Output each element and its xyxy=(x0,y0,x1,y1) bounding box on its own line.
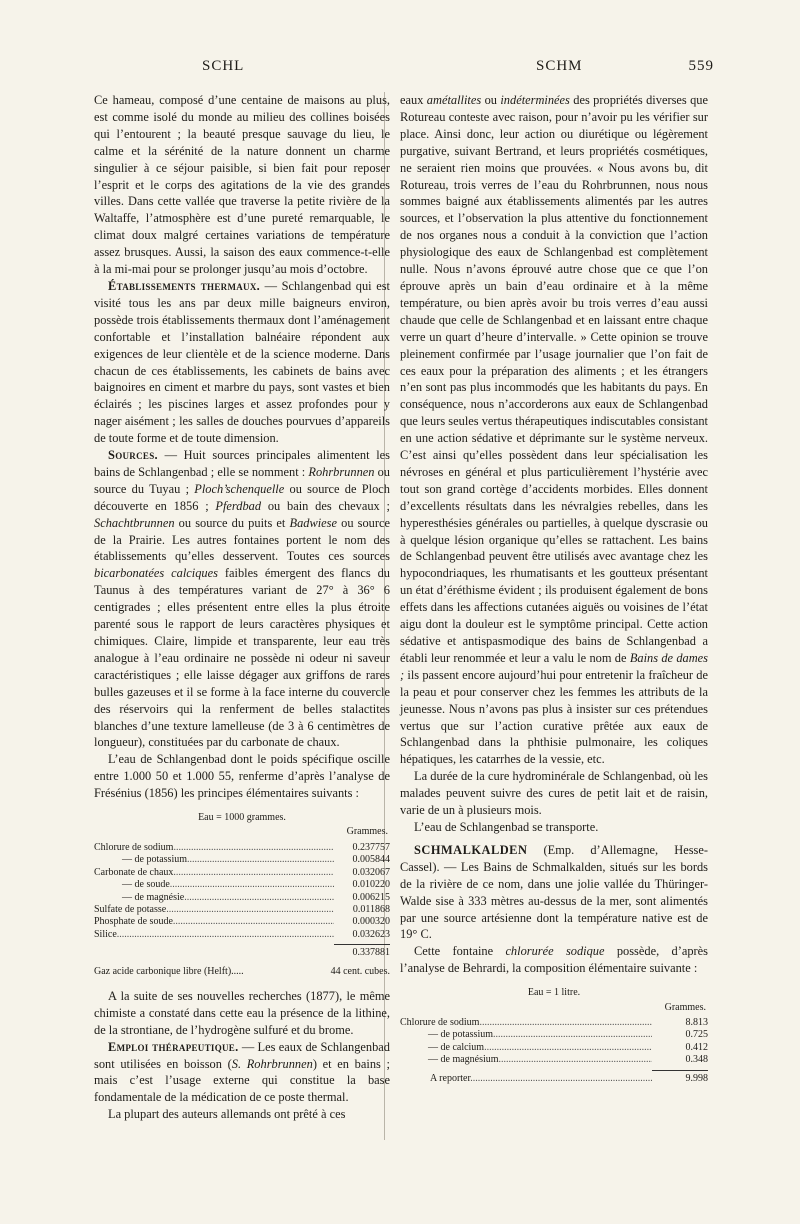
paragraph-schmalkalden: SCHMALKALDEN (Emp. d’Allemagne, Hesse-Cassel). — Les Bains de Schmalkalden, situés sur les bords de la rivière de ce nom, dans une jolie vallée du Thüringer-Walde sise à 333 mètres au-dessus de la mer, sont alimentés par une source artésienne dont la température native est de 19° C. xyxy=(400,842,708,942)
table-caption: Eau = 1 litre. xyxy=(527,987,581,999)
table-row: — de magnésie ..... 0.006215 xyxy=(94,892,390,904)
table-carry-forward: A reporter ..... 9.998 xyxy=(400,1073,708,1085)
paragraph-transport: L’eau de Schlangenbad se transporte. xyxy=(414,819,599,834)
table-unit: Grammes. xyxy=(346,826,388,838)
table-row: — de calcium ..... 0.412 xyxy=(400,1042,708,1054)
table-row: Silice ..... 0.032623 xyxy=(94,929,390,941)
table-row: Chlorure de sodium ..... 8.813 xyxy=(400,1017,708,1029)
page-number: 559 xyxy=(688,58,714,74)
table-row: Chlorure de sodium ..... 0.237757 xyxy=(94,842,390,854)
table-row: — de potassium ..... 0.005844 xyxy=(94,854,390,866)
table-row: Sulfate de potasse ..... 0.011868 xyxy=(94,904,390,916)
table-row: — de soude ..... 0.010220 xyxy=(94,879,390,891)
running-header xyxy=(94,58,714,82)
paragraph-fontaine: Cette fontaine chlorurée sodique possède, d’après l’analyse de Behrardi, la composition élémentaire suivante : xyxy=(400,944,708,976)
paragraph-etablissements: Établissements thermaux. — Schlangenbad qui est visité tous les ans par deux mille baigneurs environ, possède trois établissements thermaux dont l’aménagement confortable et l’installation balnéaire répondent aux exigences de leur clientèle et de la science moderne. Dans chacun de ces établissements, les cabinets de bains avec baignoires en ciment et marbre du pays, sont vastes et bien éclairés ; les piscines larges et assez profondes pour y nager aisément ; les salles de douches pourvues d’appareils de toute forme et de toute dimension. xyxy=(94,278,390,446)
table-sum-rule xyxy=(652,1070,708,1071)
paragraph-hameau: Ce hameau, composé d’une centaine de maisons au plus, est comme isolé du monde au milieu des collines boisées qui l’entourent ; la beauté presque sauvage du lieu, le calme et la sérénité de la nature donnent un charme singulier à ce séjour paisible, si bien fait pour reposer l’esprit et le corps des agitations de la vie des grandes villes. Dans cette vallée que traverse la petite rivière de la Waltaffe, l’atmosphère est d’une pureté remarquable, le climat doux malgré certaines variations de température assez brusques. Aussi, la saison des eaux commence-t-elle à la mi-mai pour se prolonger jusqu’au mois d’octobre. xyxy=(94,93,390,277)
table-row: — de potassium ..... 0.725 xyxy=(400,1029,708,1041)
paragraph-proprietes: eaux amétallites ou indéterminées des propriétés diverses que Rotureau conteste avec raison, pour n’avoir pu les vérifier sur place. Ainsi donc, leur action ou diurétique ou légèrement purgative, suivant Bertrand, et leurs propriétés cosmétiques, ne seraient rien moins que prouvées. « Nous avons bu, dit Rotureau, trois verres de l’eau du Rohrbrunnen, nous nous sommes baigné aux établissements alimentés par les autres sources, et l’observation la plus attentive du fonctionnement de nos organes nous a conduit à la conviction que l’action physiologique des eaux de Schlangenbad est complètement nulle. Nous n’avons éprouvé autre chose que ce que l’on éprouve après un bain d’eau ordinaire et à la même température, ou bien après avoir bu trois verres d’eau aussi chaude que celle de Schlangenbad et en laissant entre chaque verre un quart d’heure d’intervalle. » Cette opinion se trouve pleinement confirmée par l’usage journalier que l’on fait de ces eaux pour la préparation des aliments ; et les étrangers n’en sont pas plus incommodés que les habitants du pays. En conséquence, nous n’accorderons aux eaux de Schlangenbad que leurs seules vertus thérapeutiques indiscutables consistant en une action sédative et déprimante sur le système nerveux. C’est ainsi qu’elles possèdent dans leur spécialisation les névroses en général et plus particulièrement l’hystérie avec tout son grand cortège d’accidents morbides. Elles donnent d’excellents résultats dans les névralgies rebelles, dans les hyperesthésies générales ou partielles, à quelque dyscrasie ou à quelque lésion organique qu’elles se rattachent. Les bains de Schlangenbad peuvent être utilisés avec avantage chez les hypocondriaques, les rhumatisants et les goutteux présentant un état d’éréthisme évident ; ils produisent également de bons effets dans les affections cutanées aiguës ou voisines de l’état aigu dont la douleur est le symptôme principal. Cette action sédative et antispasmodique des bains de Schlangenbad a établi leur renommée et leur a valu le nom de Bains de dames ; ils passent encore aujourd’hui pour entretenir la fraîcheur de la peau et pour conserver chez les femmes les attributs de la jeunesse. Nous n’avons pas plus à insister sur ces prétendues vertus que sur l’action curative prêtée aux eaux de Schlangenbad dans la phthisie pulmonaire, les coliques hépatiques, les catarrhes de la vessie, etc. xyxy=(400,93,708,767)
analysis-table-behrardi xyxy=(400,987,708,1085)
table-row: Phosphate de soude ..... 0.000320 xyxy=(94,916,390,928)
header-right-word: SCHM xyxy=(536,58,583,74)
analysis-table-fresenius xyxy=(94,812,390,978)
table-row: Carbonate de chaux ..... 0.032067 xyxy=(94,867,390,879)
heading-etablissements: Établissements thermaux. xyxy=(108,278,261,293)
table-row: — de magnésium ..... 0.348 xyxy=(400,1054,708,1066)
paragraph-sources: Sources. — Huit sources principales alimentent les bains de Schlangenbad ; elle se nomment : Rohrbrunnen ou source du Tuyau ; Ploch’schenquelle ou source de Ploch découverte en 1856 ; Pferdbad ou bain des chevaux ; Schachtbrunnen ou source du puits et Badwiese ou source de la Prairie. Les autres fontaines portent le nom des établissements qu’elles desservent. Toutes ces sources bicarbonatées calciques faibles émergent des flancs du Taunus à des températures variant de 27° à 36° 6 centigrades ; elles présentent entre elles la plus étroite parenté sous le rapport de leurs caractères physiques et chimiques. Claire, limpide et transparente, leur eau très analogue à l’eau ordinaire ne possède ni odeur ni saveur caractéristiques ; elle laisse dégager aux griffons de rares bulles gazeuses et il se forme à la face interne du couvercle des réservoirs qui la renferment de belles stalactites blanches d’une texture lamelleuse (de 3 à 6 centimètres de longueur), constituées par du carbonate de chaux. xyxy=(94,448,390,750)
heading-sources: Sources. xyxy=(108,448,158,463)
table-sum-rule xyxy=(334,944,390,945)
table-gas-line: Gaz acide carbonique libre (Helft)..... 44 cent. cubes. xyxy=(94,965,390,977)
paragraph-recherches: A la suite de ses nouvelles recherches (1877), le même chimiste a constaté dans cette eau la présence de la lithine, de la strontiane, de l’hydrogène sulfuré et du brome. xyxy=(94,988,390,1037)
header-left-word: SCHL xyxy=(202,58,245,74)
table-unit: Grammes. xyxy=(664,1001,706,1013)
heading-schmalkalden: SCHMALKALDEN xyxy=(414,842,528,857)
paragraph-poids-specifique: L’eau de Schlangenbad dont le poids spécifique oscille entre 1.000 50 et 1.000 55, renferme d’après l’analyse de Frésénius (1856) les principes élémentaires suivants : xyxy=(94,752,390,801)
right-column xyxy=(400,92,708,1095)
paragraph-duree-cure: La durée de la cure hydrominérale de Schlangenbad, où les malades peuvent suivre des cures de petit lait et de raisin, varie de un à plusieurs mois. xyxy=(400,769,708,818)
paragraph-plupart: La plupart des auteurs allemands ont prêté à ces xyxy=(108,1107,346,1122)
table-total: 0.337881 xyxy=(352,947,390,959)
paragraph-emploi: Emploi thérapeutique. — Les eaux de Schlangenbad sont utilisées en boisson (S. Rohrbrunnen) et en bains ; mais c’est l’usage externe qui constitue la base fondamentale de la médication de ce poste thermal. xyxy=(94,1039,390,1105)
left-column xyxy=(94,92,390,1123)
heading-emploi: Emploi thérapeutique. xyxy=(108,1039,239,1054)
table-caption: Eau = 1000 grammes. xyxy=(198,812,286,824)
